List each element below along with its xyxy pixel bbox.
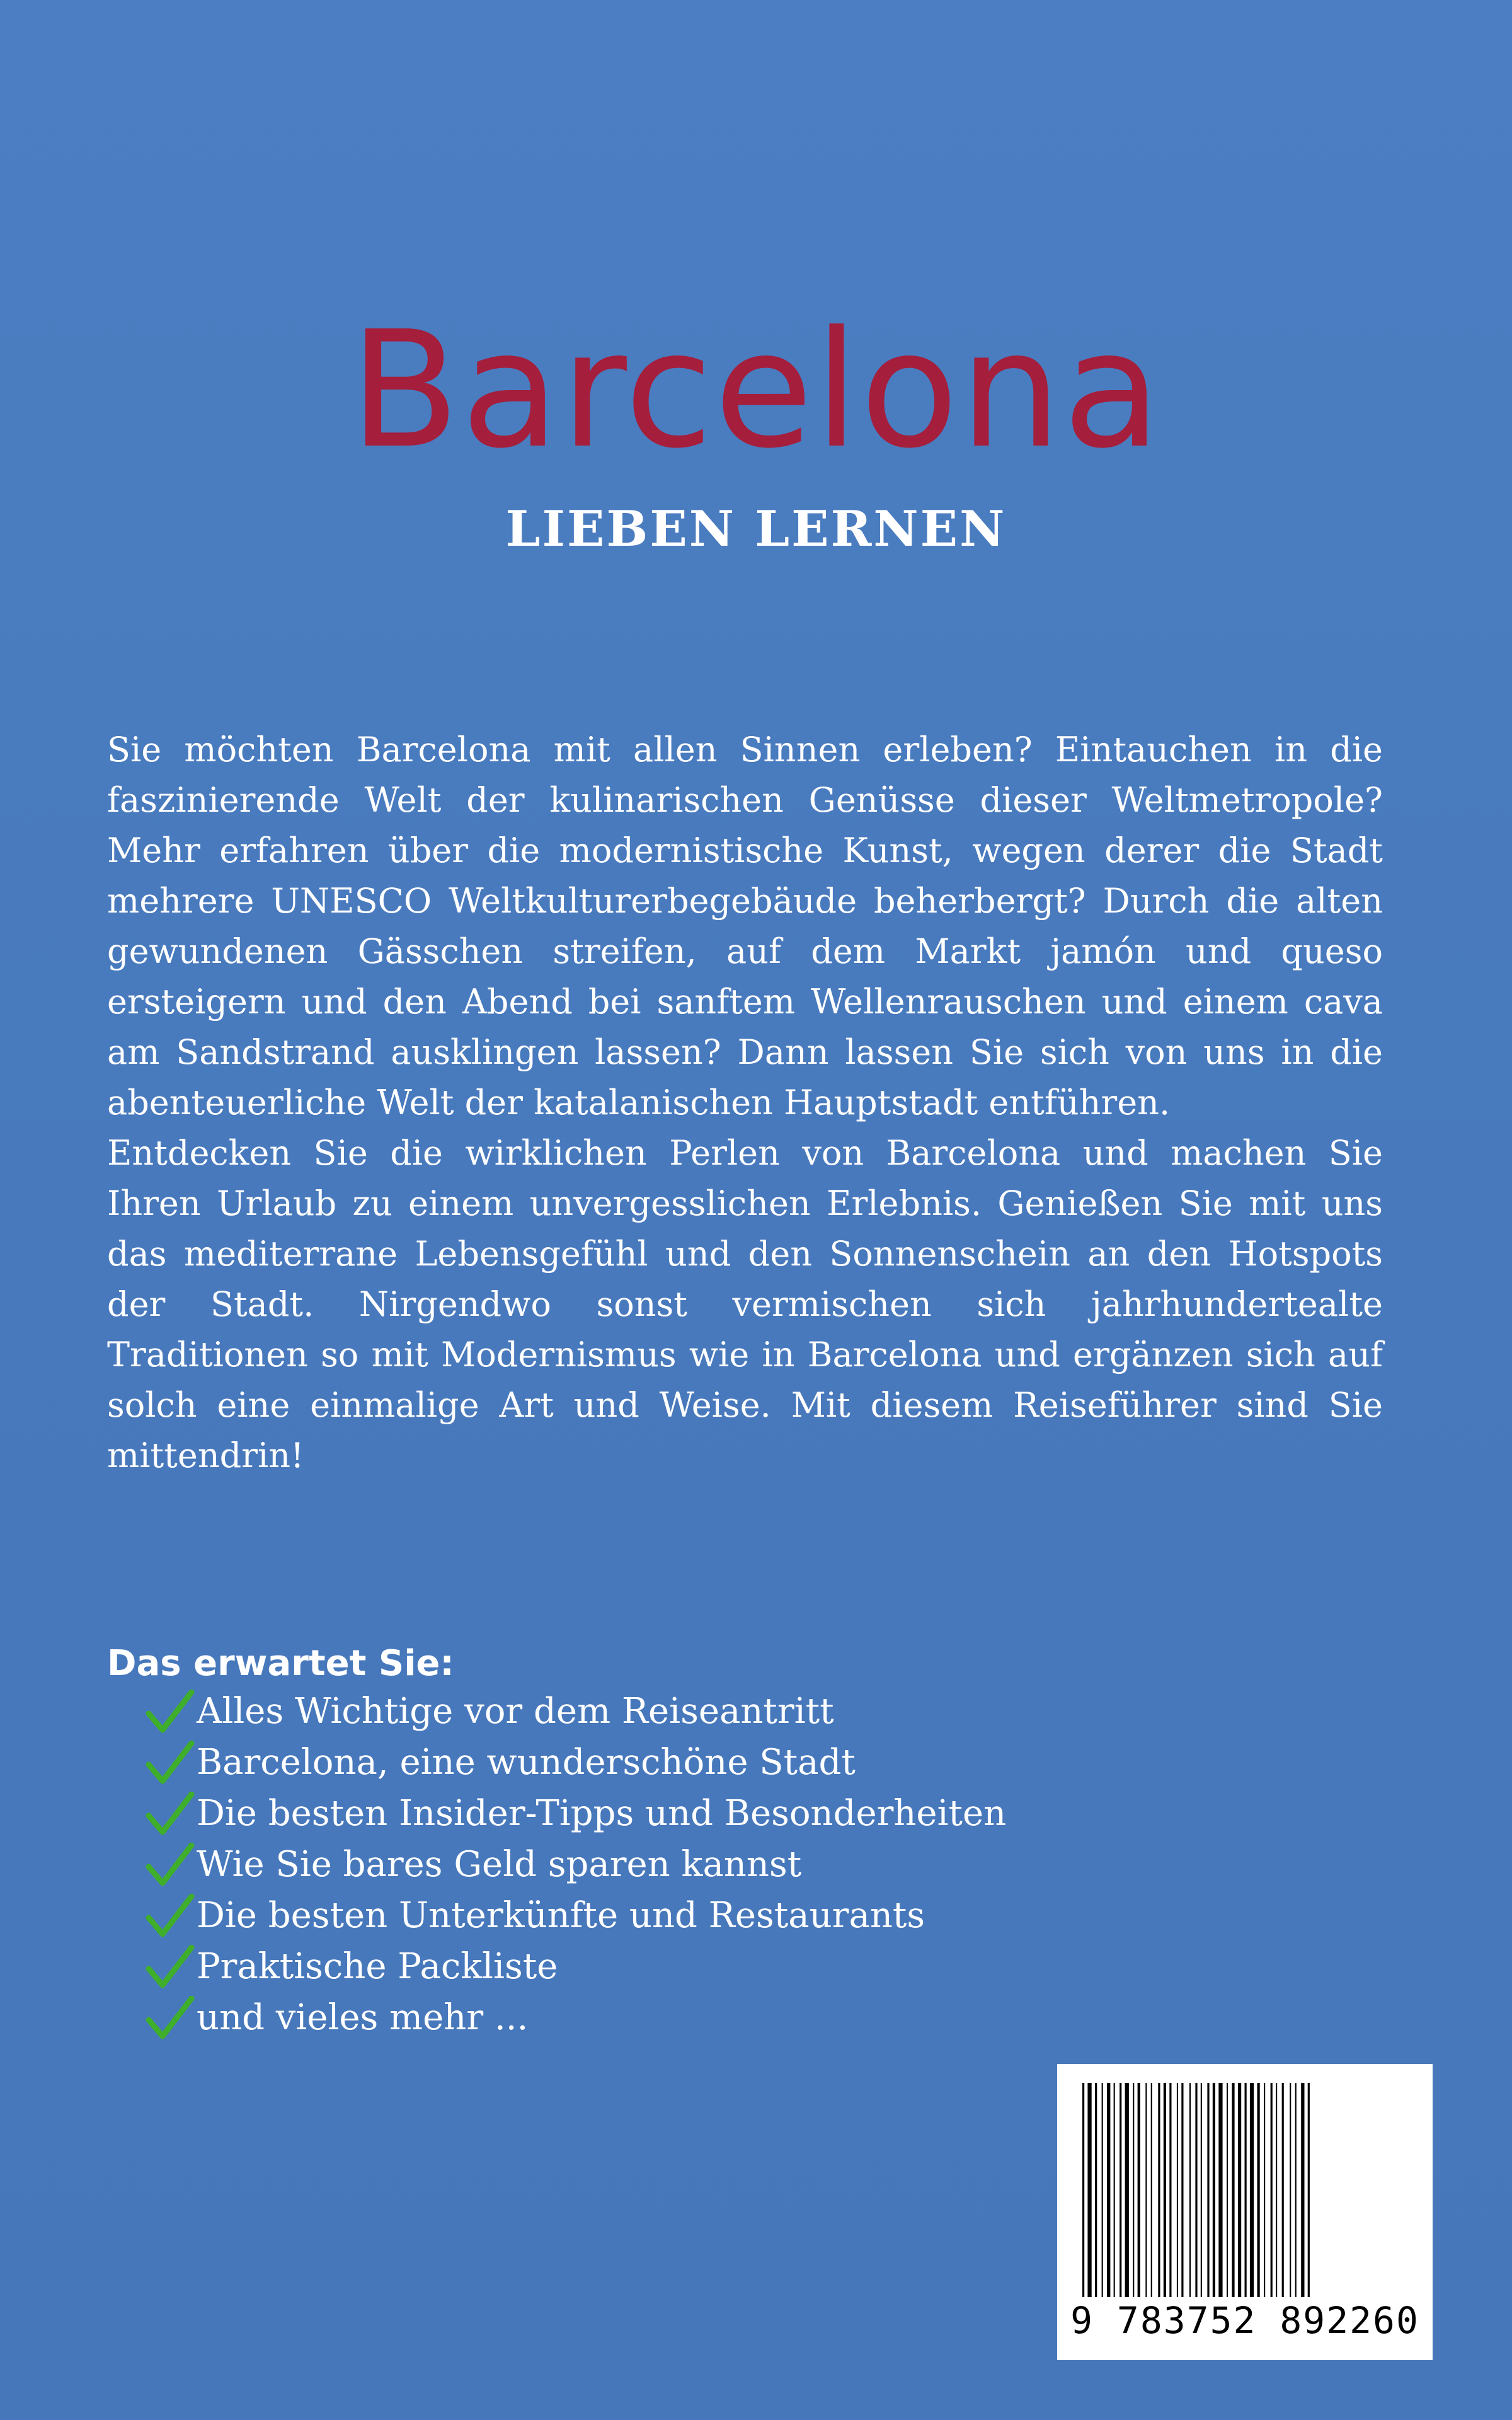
checkmark-icon	[145, 1945, 195, 1989]
feature-label: Die besten Insider-Tipps und Besonderheiten	[197, 1793, 1007, 1834]
feature-label: Die besten Unterkünfte und Restaurants	[197, 1895, 925, 1936]
barcode-bar	[1232, 2083, 1234, 2297]
checkmark-icon	[145, 1996, 195, 2040]
barcode-bar	[1264, 2083, 1265, 2297]
isbn-barcode	[1057, 2064, 1433, 2360]
barcode-bar	[1195, 2083, 1197, 2297]
barcode-bar	[1114, 2083, 1115, 2297]
barcode-bar	[1133, 2083, 1134, 2297]
features-list	[145, 1686, 1006, 2043]
barcode-bar	[1227, 2083, 1228, 2297]
barcode-bar	[1082, 2083, 1084, 2297]
barcode-bar	[1207, 2083, 1209, 2297]
feature-item	[145, 1737, 1006, 1788]
checkmark-icon	[145, 1690, 195, 1734]
barcode-bar	[1181, 2083, 1183, 2297]
feature-label: und vieles mehr ...	[197, 1997, 529, 2038]
barcode-bar	[1164, 2083, 1166, 2297]
isbn-number: 9 783752 892260	[1070, 2299, 1419, 2342]
barcode-bars	[1082, 2083, 1407, 2297]
checkmark-icon	[145, 1741, 195, 1785]
barcode-bar	[1295, 2083, 1297, 2297]
barcode-bar	[1245, 2083, 1247, 2297]
checkmark-icon	[145, 1894, 195, 1938]
blurb-paragraph-2: Entdecken Sie die wirklichen Perlen von Barcelona und machen Sie Ihren Urlaub zu einem unvergesslichen Erlebnis. Genießen Sie mit uns das mediterrane Lebensgefühl und den Sonnenschein an den Hotspots der Stadt. Nirgendwo sonst vermischen sich jahrhundertealte Traditionen so mit Modernismus wie in Barcelona und ergänzen sich auf solch eine einmalige Art und Weise. Mit diesem Reiseführer sind Sie mittendrin!	[107, 1133, 1383, 1475]
barcode-bar	[1301, 2083, 1304, 2297]
book-subtitle: LIEBEN LERNEN	[505, 500, 1007, 558]
feature-item	[145, 1788, 1006, 1839]
barcode-bar	[1250, 2083, 1254, 2297]
barcode-bar	[1169, 2083, 1171, 2297]
barcode-bar	[1290, 2083, 1291, 2297]
barcode-bar	[1107, 2083, 1110, 2297]
feature-label: Alles Wichtige vor dem Reiseantritt	[197, 1691, 834, 1732]
barcode-bar	[1177, 2083, 1178, 2297]
barcode-bar	[1238, 2083, 1241, 2297]
feature-item	[145, 1992, 1006, 2043]
blurb-paragraph-1: Sie möchten Barcelona mit allen Sinnen erleben? Eintauchen in die faszinierende Welt der kulinarischen Genüsse dieser Weltmetropole? Mehr erfahren über die modernistische Kunst, wegen derer die Stadt mehrere UNESCO Weltkulturerbegebäude beherbergt? Durch die alten gewundenen Gässchen streifen, auf dem Markt jamón und queso ersteigern und den Abend bei sanftem Wellenrauschen und einem cava am Sandstrand ausklingen lassen? Dann lassen Sie sich von uns in die abenteuerliche Welt der katalanischen Hauptstadt entführen.	[107, 730, 1383, 1122]
barcode-bar	[1145, 2083, 1147, 2297]
barcode-bar	[1189, 2083, 1191, 2297]
barcode-bar	[1201, 2083, 1202, 2297]
barcode-bar	[1213, 2083, 1215, 2297]
checkmark-icon	[145, 1843, 195, 1887]
feature-label: Praktische Packliste	[197, 1946, 558, 1987]
barcode-bar	[1308, 2083, 1310, 2297]
barcode-bar	[1271, 2083, 1273, 2297]
checkmark-icon	[145, 1792, 195, 1836]
feature-item	[145, 1686, 1006, 1737]
barcode-bar	[1102, 2083, 1103, 2297]
barcode-bar	[1125, 2083, 1129, 2297]
barcode-bar	[1120, 2083, 1121, 2297]
feature-item	[145, 1941, 1006, 1992]
feature-label: Wie Sie bares Geld sparen kannst	[197, 1844, 802, 1885]
barcode-bar	[1095, 2083, 1097, 2297]
barcode-bar	[1282, 2083, 1284, 2297]
barcode-bar	[1151, 2083, 1152, 2297]
feature-label: Barcelona, eine wunderschöne Stadt	[197, 1742, 856, 1783]
barcode-bar	[1087, 2083, 1091, 2297]
features-heading: Das erwartet Sie:	[107, 1643, 454, 1684]
blurb-text	[107, 725, 1383, 1481]
barcode-bar	[1158, 2083, 1160, 2297]
book-title: Barcelona	[349, 297, 1163, 484]
barcode-bar	[1138, 2083, 1140, 2297]
barcode-bar	[1276, 2083, 1277, 2297]
barcode-bar	[1257, 2083, 1260, 2297]
barcode-bar	[1218, 2083, 1222, 2297]
feature-item	[145, 1839, 1006, 1890]
feature-item	[145, 1890, 1006, 1941]
